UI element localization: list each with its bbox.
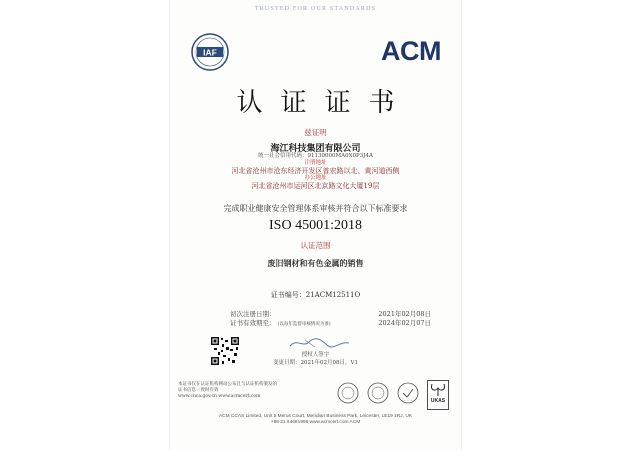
company-name: 海江科技集团有限公司 bbox=[270, 144, 361, 154]
iaf-logo-text: IAF bbox=[203, 47, 217, 58]
office-address: 河北省沧州市运河区北京路文化大厦19层 bbox=[251, 182, 380, 190]
iaf-logo-icon bbox=[190, 32, 230, 72]
expiry-date-row bbox=[230, 318, 431, 327]
requirement-text: 完成职业健康安全管理体系审核并符合以下标准要求 bbox=[223, 204, 408, 213]
footer-company-line: ACM CCAS Limited, Unit 5 Merus Court, Meridian Business Park, Leicester, LE19 1RJ, UK bbox=[218, 414, 412, 419]
attest-label: 兹证明 bbox=[304, 128, 327, 137]
footer-contact-line: +86 21 64681996 www.acmcert.com ACM bbox=[270, 420, 361, 425]
scope: 废旧钢材和有色金属的销售 bbox=[267, 259, 364, 268]
expiry-date: 2024年02月07日 bbox=[378, 319, 431, 327]
initial-date: 2021年02月08日 bbox=[378, 310, 431, 318]
tagline: TRUSTED FOR OUR STANDARDS bbox=[254, 6, 377, 12]
certificate-title: 认证证书 bbox=[236, 88, 413, 118]
cert-no-label: 证书编号： bbox=[270, 291, 306, 299]
certificate-number bbox=[170, 290, 461, 300]
change-date: 变更日期：2021年02月08日，V1 bbox=[273, 360, 358, 366]
expiry-label: 证书有效期至： bbox=[230, 319, 276, 327]
registered-address-label: 注册地址 bbox=[304, 160, 327, 166]
authorized-by: 授权人签字 bbox=[301, 352, 330, 358]
acm-logo: ACM bbox=[381, 36, 441, 66]
registered-address: 河北省沧州市沧东经济开发区普宏路以北、黄河道西侧 bbox=[231, 167, 400, 175]
signature-image bbox=[285, 336, 355, 350]
standard: ISO 45001:2018 bbox=[269, 218, 362, 233]
certification-seal-icon bbox=[397, 382, 419, 404]
ukas-text: UKAS bbox=[430, 398, 446, 404]
expiry-note: (以每年监督审核情况为准) bbox=[277, 322, 331, 327]
initial-date-label: 初次注册日期： bbox=[230, 310, 276, 318]
cert-no-value: 21ACM12511O bbox=[305, 291, 361, 299]
scope-label: 认证范围 bbox=[300, 241, 331, 250]
ukas-mark-icon bbox=[427, 380, 449, 410]
ccaa-seal-icon bbox=[367, 382, 389, 404]
footer-note bbox=[178, 382, 278, 400]
footer-note-line2: www.cnca.gov.cn www.acmcert.com bbox=[178, 394, 261, 399]
certificate-page bbox=[170, 0, 461, 450]
credit-code: 统一社会信用代码：91130000MA0X0P3J4A bbox=[258, 153, 373, 159]
initial-date-row bbox=[230, 309, 431, 318]
footer-address bbox=[170, 414, 461, 426]
cnas-seal-icon bbox=[337, 382, 359, 404]
office-address-label: 办公地址 bbox=[304, 175, 327, 181]
footer-note-line1: 本证书仅在认证机构网站公布且与认证机构颁发的证书信息一致时有效 bbox=[178, 382, 277, 393]
